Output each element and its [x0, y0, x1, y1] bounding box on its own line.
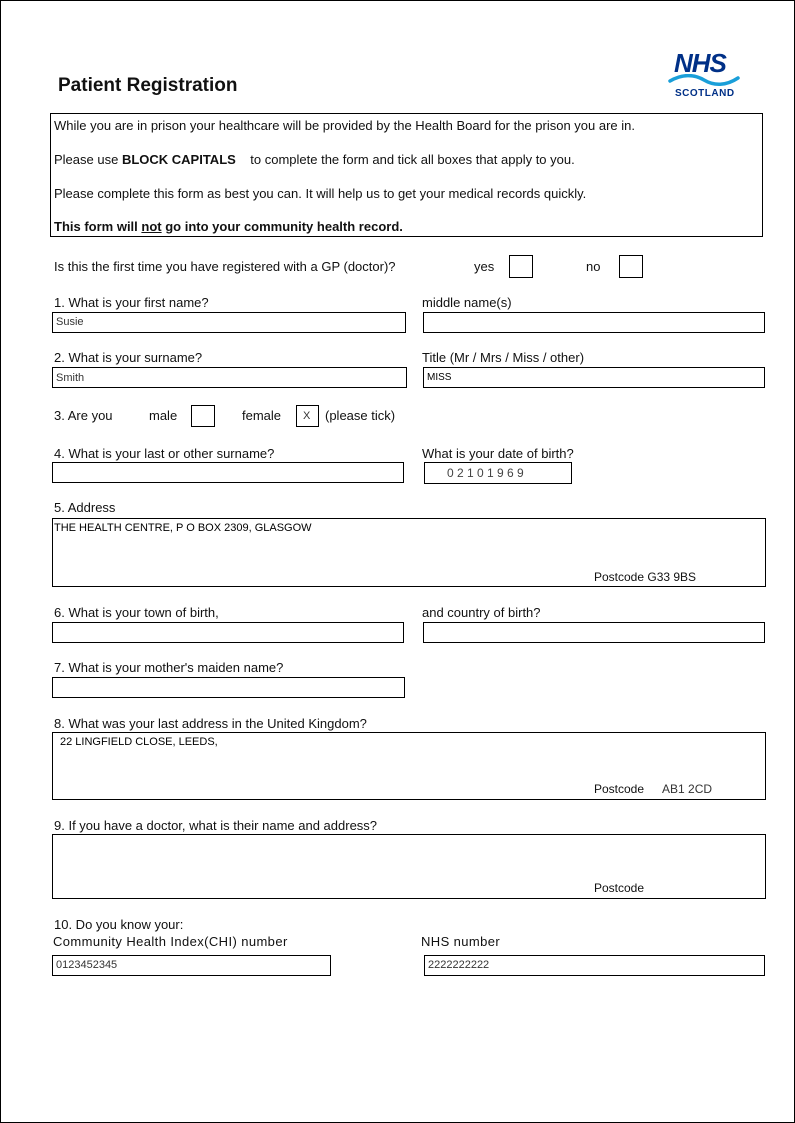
- intro-line-3: Please complete this form as best you can. It will help us to get your medical records quickly.: [54, 186, 587, 201]
- town-of-birth-label: 6. What is your town of birth,: [54, 605, 219, 620]
- female-checkbox[interactable]: [296, 405, 319, 427]
- other-surname-field[interactable]: [52, 462, 404, 483]
- nhs-number-field[interactable]: [424, 955, 765, 976]
- first-name-value: Susie: [56, 316, 84, 328]
- female-label: female: [242, 408, 282, 423]
- address-postcode: Postcode G33 9BS: [594, 570, 697, 584]
- intro-line-4-post: go into your community health record.: [161, 219, 403, 234]
- first-name-field[interactable]: [52, 312, 406, 333]
- intro-line-1: While you are in prison your healthcare will be provided by the Health Board for the prison you are in.: [54, 118, 635, 133]
- first-gp-yes-checkbox[interactable]: [509, 255, 533, 278]
- male-label: male: [149, 408, 178, 423]
- doctor-address-field[interactable]: [52, 834, 766, 899]
- last-uk-address-label: 8. What was your last address in the United Kingdom?: [54, 716, 367, 731]
- nhs-number-label: NHS number: [421, 934, 501, 949]
- address-field[interactable]: [52, 518, 766, 587]
- first-gp-no-checkbox[interactable]: [619, 255, 643, 278]
- first-gp-yes-label: yes: [474, 259, 495, 274]
- last-uk-postcode-value: AB1 2CD: [662, 782, 713, 796]
- last-uk-postcode-label: Postcode: [594, 782, 645, 796]
- surname-label: 2. What is your surname?: [54, 350, 203, 365]
- country-of-birth-field[interactable]: [423, 622, 765, 643]
- title-field[interactable]: [423, 367, 765, 388]
- first-name-label: 1. What is your first name?: [54, 295, 209, 310]
- chi-label: Community Health Index(CHI) number: [53, 934, 288, 949]
- dob-field[interactable]: [424, 462, 572, 484]
- intro-line-2-post: to complete the form and tick all boxes that apply to you.: [246, 152, 575, 167]
- title-label: Title (Mr / Mrs / Miss / other): [422, 350, 585, 365]
- doctor-postcode-label: Postcode: [594, 881, 645, 895]
- other-surname-label: 4. What is your last or other surname?: [54, 446, 275, 461]
- sex-label: 3. Are you: [54, 408, 113, 423]
- nhs-number-value: 2222222222: [428, 959, 490, 971]
- country-of-birth-label: and country of birth?: [422, 605, 541, 620]
- female-value: X: [303, 410, 311, 422]
- surname-field[interactable]: [52, 367, 407, 388]
- logo-scotland-text: SCOTLAND: [675, 88, 735, 99]
- last-uk-address-value: 22 LINGFIELD CLOSE, LEEDS,: [60, 736, 218, 748]
- page-title: Patient Registration: [58, 75, 238, 96]
- intro-line-4-not: not: [141, 219, 162, 234]
- surname-value: Smith: [56, 372, 85, 384]
- logo-nhs-text: NHS: [674, 48, 726, 78]
- chi-number-field[interactable]: [52, 955, 331, 976]
- dob-label: What is your date of birth?: [422, 446, 574, 461]
- address-label: 5. Address: [54, 500, 116, 515]
- first-gp-no-label: no: [586, 259, 601, 274]
- last-uk-address-field[interactable]: [52, 732, 766, 800]
- intro-line-4: [54, 219, 403, 234]
- chi-number-value: 0123452345: [56, 959, 118, 971]
- block-capitals-text: BLOCK CAPITALS: [121, 152, 236, 167]
- middle-name-label: middle name(s): [422, 295, 512, 310]
- title-value: MISS: [427, 372, 452, 383]
- intro-line-4-pre: This form will: [54, 219, 142, 234]
- intro-box: [50, 113, 763, 237]
- middle-name-field[interactable]: [423, 312, 765, 333]
- please-tick-hint: (please tick): [325, 408, 396, 423]
- dob-value: 0 2 1 0 1 9 6 9: [447, 466, 524, 480]
- maiden-name-label: 7. What is your mother's maiden name?: [54, 660, 284, 675]
- maiden-name-field[interactable]: [52, 677, 405, 698]
- nhs-scotland-logo: [668, 48, 740, 100]
- doctor-label: 9. If you have a doctor, what is their name and address?: [54, 818, 378, 833]
- do-you-know-label: 10. Do you know your:: [54, 917, 184, 932]
- address-value: THE HEALTH CENTRE, P O BOX 2309, GLASGOW: [54, 522, 312, 534]
- first-gp-question: Is this the first time you have registered with a GP (doctor)?: [54, 259, 396, 274]
- wave-icon: [668, 74, 740, 88]
- intro-line-2: [54, 152, 575, 167]
- intro-line-2-pre: Please use: [54, 152, 122, 167]
- male-checkbox[interactable]: [191, 405, 215, 427]
- town-of-birth-field[interactable]: [52, 622, 404, 643]
